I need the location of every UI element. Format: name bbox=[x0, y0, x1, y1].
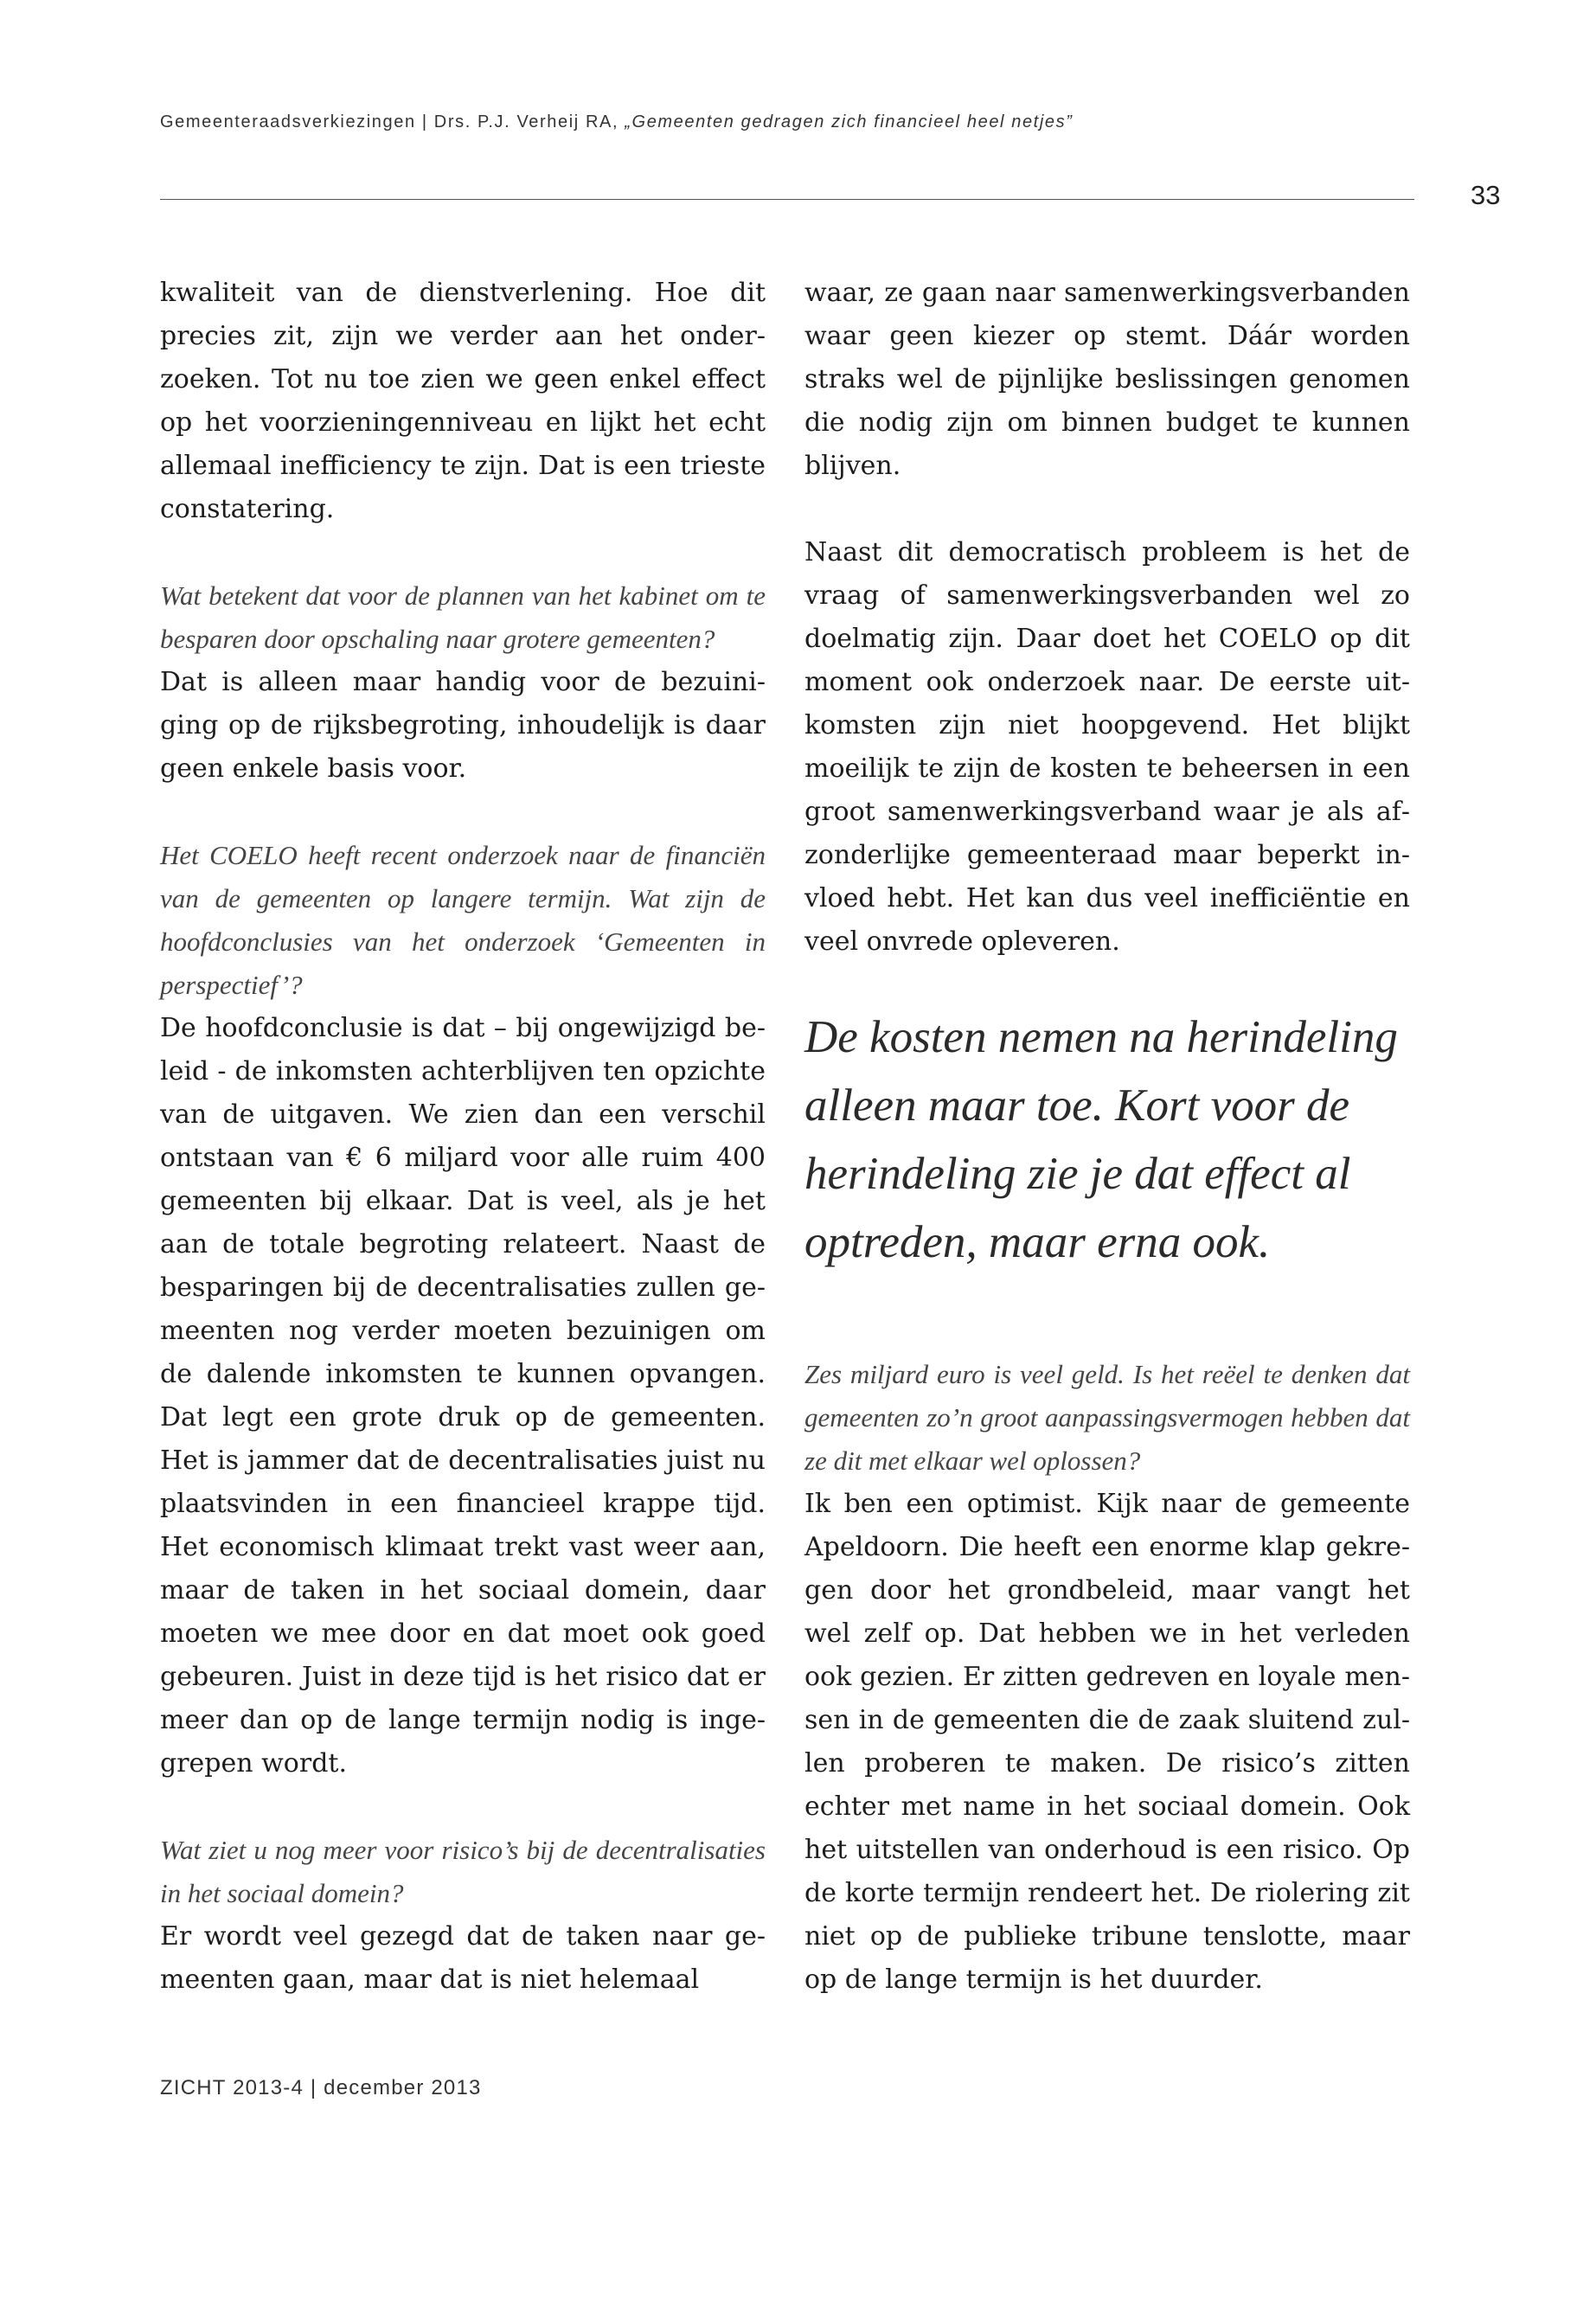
page-number: 33 bbox=[1471, 180, 1501, 210]
left-question-2: Het COELO heeft recent onderzoek naar de financiën van de gemeenten op langere termijn. Wat zijn de hoofdconclusies van het onderzoek ‘Gemeenten in perspectief’? bbox=[160, 840, 766, 1000]
pull-quote: De kosten nemen na herindeling alleen maar toe. Kort voor de herindeling zie je dat effect al optreden, maar erna ook. bbox=[804, 1012, 1398, 1267]
left-column bbox=[160, 272, 766, 2002]
left-paragraph-2: Dat is alleen maar handig voor de bezuiniging op de rijksbegroting, inhoudelijk is daar geen enkele basis voor. bbox=[160, 667, 766, 784]
left-question-3: Wat ziet u nog meer voor risico’s bij de decentralisaties in het sociaal domein? bbox=[160, 1835, 766, 1908]
right-paragraph-2: Naast dit democratisch probleem is het de vraag of samenwerkingsverbanden wel zo doelmatig zijn. Daar doet het COELO op dit moment ook onderzoek naar. De eerste uitkomsten zijn niet hoopgevend. Het blijkt moeilijk te zijn de kosten te beheersen in een groot samenwerkingsverband waar je als afzonderlijke gemeenteraad maar beperkt invloed hebt. Het kan dus veel inefficiëntie en veel onvrede opleveren. bbox=[804, 537, 1410, 957]
right-paragraph-1: waar, ze gaan naar samenwerkingsverbanden waar geen kiezer op stemt. Dáár worden straks wel de pijnlijke beslissingen genomen die nodig zijn om binnen budget te kunnen blijven. bbox=[804, 278, 1410, 481]
left-paragraph-3: De hoofdconclusie is dat – bij ongewijzigd beleid - de inkomsten achterblijven ten opzichte van de uitgaven. We zien dan een verschil ontstaan van € 6 miljard voor alle ruim 400 gemeenten bij elkaar. Dat is veel, als je het aan de totale begroting relateert. Naast de besparingen bij de decentralisaties zullen gemeenten nog verder moeten bezuinigen om de dalende inkomsten te kunnen opvangen. Dat legt een grote druk op de gemeenten. Het is jammer dat de decentralisaties juist nu plaatsvinden in een financieel krappe tijd. Het economisch klimaat trekt vast weer aan, maar de taken in het sociaal domein, daar moeten we mee door en dat moet ook goed gebeuren. Juist in deze tijd is het risico dat er meer dan op de lange termijn nodig is ingegrepen wordt. bbox=[160, 1013, 766, 1779]
right-paragraph-3: Ik ben een optimist. Kijk naar de gemeente Apeldoorn. Die heeft een enorme klap gekregen door het grondbeleid, maar vangt het wel zelf op. Dat hebben we in het verleden ook gezien. Er zitten gedreven en loyale mensen in de gemeenten die de zaak sluitend zullen proberen te maken. De risico’s zitten echter met name in het sociaal domein. Ook het uitstellen van onderhoud is een risico. Op de korte termijn rendeert het. De riolering zit niet op de publieke tribune tenslotte, maar op de lange termijn is het duurder. bbox=[804, 1489, 1410, 1995]
running-header bbox=[160, 112, 1423, 132]
header-rule bbox=[160, 199, 1414, 200]
footer: ZICHT 2013-4 | december 2013 bbox=[160, 2076, 482, 2099]
right-column bbox=[804, 272, 1410, 2002]
right-question-1: Zes miljard euro is veel geld. Is het reëel te denken dat gemeenten zo’n groot aanpassingsvermogen hebben dat ze dit met elkaar wel oplossen? bbox=[804, 1359, 1410, 1476]
left-paragraph-4: Er wordt veel gezegd dat de taken naar gemeenten gaan, maar dat is niet helemaal bbox=[160, 1921, 766, 1995]
left-question-1: Wat betekent dat voor de plannen van het kabinet om te besparen door opschaling naar grotere gemeenten? bbox=[160, 580, 766, 654]
running-header-title: Gemeenteraadsverkiezingen | Drs. P.J. Verheij RA, bbox=[160, 112, 619, 131]
left-paragraph-1: kwaliteit van de dienstverlening. Hoe dit precies zit, zijn we verder aan het onderzoeken. Tot nu toe zien we geen enkel effect op het voorzieningenniveau en lijkt het echt allemaal inefficiency te zijn. Dat is een trieste constatering. bbox=[160, 278, 766, 524]
running-header-quote: „Gemeenten gedragen zich financieel heel netjes” bbox=[625, 112, 1074, 131]
